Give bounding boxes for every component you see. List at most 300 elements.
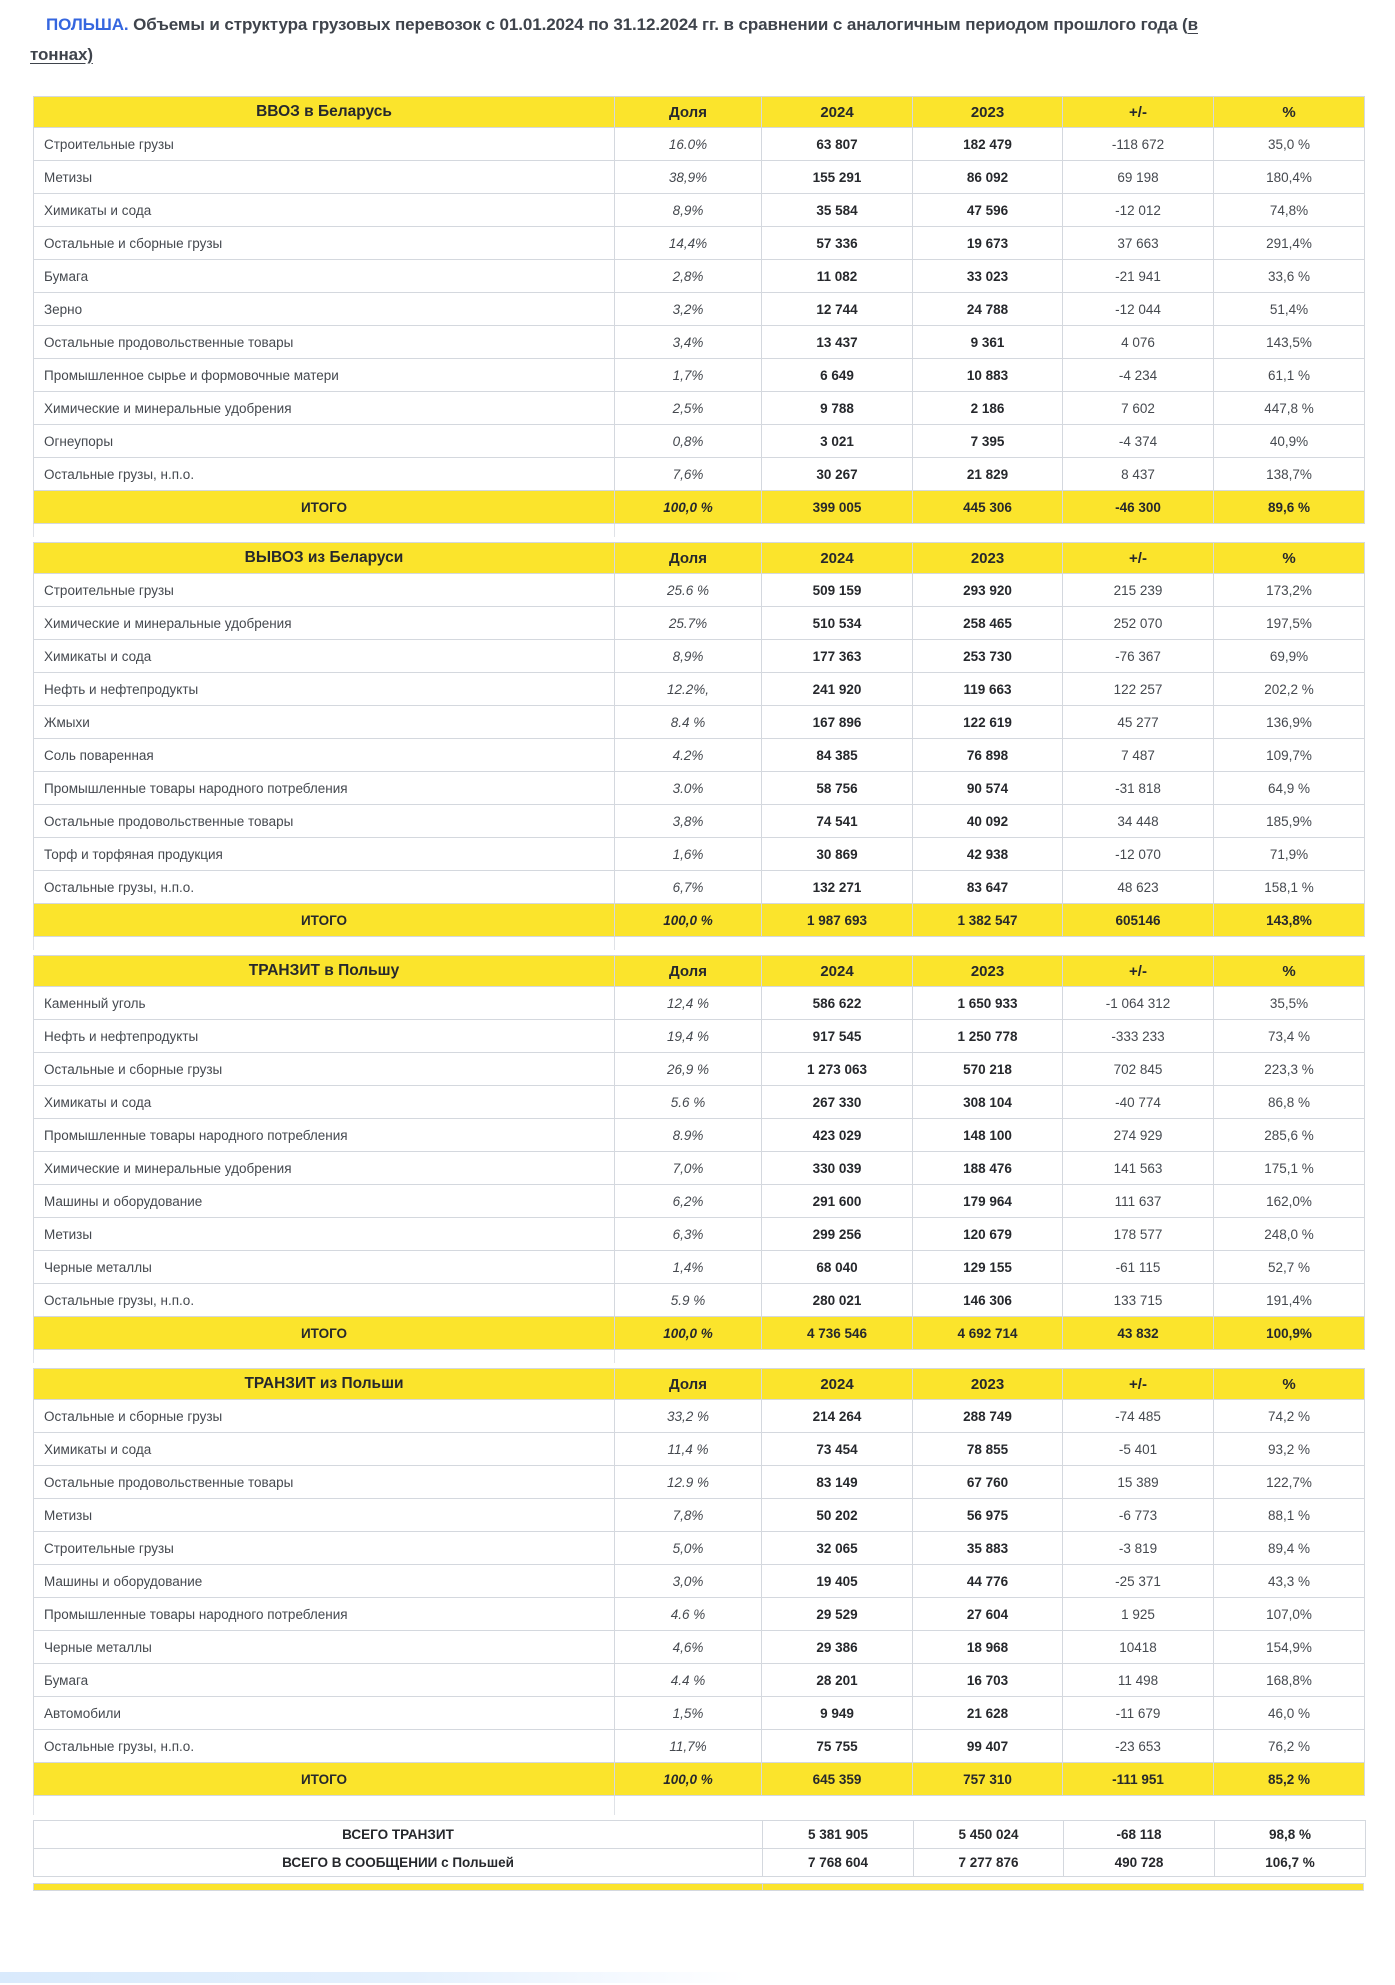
diff-value: 702 845 — [1063, 1053, 1214, 1086]
cargo-name: Зерно — [34, 293, 615, 326]
share-value: 3,8% — [615, 805, 762, 838]
total-row — [34, 491, 1365, 524]
share-value: 5.6 % — [615, 1086, 762, 1119]
pct-value: 191,4% — [1214, 1284, 1365, 1317]
share-value: 7,0% — [615, 1152, 762, 1185]
value-2024: 83 149 — [762, 1466, 913, 1499]
diff-value: -6 773 — [1063, 1499, 1214, 1532]
value-2024: 13 437 — [762, 326, 913, 359]
cargo-name: Остальные грузы, н.п.о. — [34, 1284, 615, 1317]
diff-value: 1 925 — [1063, 1598, 1214, 1631]
share-value: 2,5% — [615, 392, 762, 425]
cargo-name: Остальные грузы, н.п.о. — [34, 871, 615, 904]
clipped-next-row — [33, 1883, 1364, 1891]
diff-value: 8 437 — [1063, 458, 1214, 491]
table-row — [34, 1631, 1365, 1664]
table-row — [34, 1251, 1365, 1284]
value-2023: 86 092 — [913, 161, 1063, 194]
value-2024: 155 291 — [762, 161, 913, 194]
table-row — [34, 871, 1365, 904]
freight-table-3 — [33, 955, 1365, 1350]
summary-pct: 106,7 % — [1215, 1849, 1366, 1877]
cargo-name: Промышленные товары народного потребления — [34, 1119, 615, 1152]
diff-value: 4 076 — [1063, 326, 1214, 359]
cargo-name: Остальные продовольственные товары — [34, 1466, 615, 1499]
share-value: 0,8% — [615, 425, 762, 458]
share-value: 3.0% — [615, 772, 762, 805]
column-header-2023: 2023 — [913, 956, 1063, 987]
diff-value: 45 277 — [1063, 706, 1214, 739]
diff-value: 111 637 — [1063, 1185, 1214, 1218]
value-2024: 50 202 — [762, 1499, 913, 1532]
value-2024: 63 807 — [762, 128, 913, 161]
table-row — [34, 1697, 1365, 1730]
diff-value: 215 239 — [1063, 574, 1214, 607]
table-header-row — [34, 543, 1365, 574]
value-2024: 509 159 — [762, 574, 913, 607]
cargo-name: Жмыхи — [34, 706, 615, 739]
column-header-2024: 2024 — [762, 1369, 913, 1400]
diff-value: 141 563 — [1063, 1152, 1214, 1185]
table-title: ВВОЗ в Беларусь — [34, 97, 615, 128]
cargo-name: Метизы — [34, 161, 615, 194]
table-row — [34, 1152, 1365, 1185]
pct-value: 61,1 % — [1214, 359, 1365, 392]
table-header-row — [34, 1369, 1365, 1400]
cargo-name: Химические и минеральные удобрения — [34, 1152, 615, 1185]
cargo-name: Метизы — [34, 1499, 615, 1532]
table-row — [34, 673, 1365, 706]
pct-value: 223,3 % — [1214, 1053, 1365, 1086]
pct-value: 89,4 % — [1214, 1532, 1365, 1565]
status-bar-glow — [0, 1972, 746, 1983]
value-2023: 67 760 — [913, 1466, 1063, 1499]
value-2023: 27 604 — [913, 1598, 1063, 1631]
value-2023: 293 920 — [913, 574, 1063, 607]
table-row — [34, 1086, 1365, 1119]
diff-value: -46 300 — [1063, 491, 1214, 524]
table-spacer — [33, 524, 1364, 542]
column-header-diff: +/- — [1063, 543, 1214, 574]
diff-value: 34 448 — [1063, 805, 1214, 838]
value-2023: 40 092 — [913, 805, 1063, 838]
diff-value: -25 371 — [1063, 1565, 1214, 1598]
summary-diff: -68 118 — [1064, 1821, 1215, 1849]
column-header-diff: +/- — [1063, 956, 1214, 987]
share-value: 19,4 % — [615, 1020, 762, 1053]
tables-container — [0, 96, 1395, 1796]
value-2023: 7 395 — [913, 425, 1063, 458]
share-value: 1,4% — [615, 1251, 762, 1284]
value-2023: 2 186 — [913, 392, 1063, 425]
table-row — [34, 161, 1365, 194]
value-2024: 30 267 — [762, 458, 913, 491]
value-2024: 84 385 — [762, 739, 913, 772]
pct-value: 107,0% — [1214, 1598, 1365, 1631]
table-title: ТРАНЗИТ из Польши — [34, 1369, 615, 1400]
value-2023: 19 673 — [913, 227, 1063, 260]
share-value: 4.4 % — [615, 1664, 762, 1697]
value-2024: 58 756 — [762, 772, 913, 805]
table-spacer — [33, 1350, 1364, 1368]
value-2023: 76 898 — [913, 739, 1063, 772]
pct-value: 89,6 % — [1214, 491, 1365, 524]
value-2023: 9 361 — [913, 326, 1063, 359]
diff-value: 605146 — [1063, 904, 1214, 937]
diff-value: 7 602 — [1063, 392, 1214, 425]
share-value: 16.0% — [615, 128, 762, 161]
share-value: 7,6% — [615, 458, 762, 491]
pct-value: 74,8% — [1214, 194, 1365, 227]
table-title: ТРАНЗИТ в Польшу — [34, 956, 615, 987]
cargo-name: Промышленные товары народного потребления — [34, 772, 615, 805]
share-value: 33,2 % — [615, 1400, 762, 1433]
cargo-name: Черные металлы — [34, 1251, 615, 1284]
title-country-highlight: ПОЛЬША. — [46, 15, 129, 34]
pct-value: 33,6 % — [1214, 260, 1365, 293]
value-2024: 1 273 063 — [762, 1053, 913, 1086]
diff-value: -111 951 — [1063, 1763, 1214, 1796]
value-2023: 21 829 — [913, 458, 1063, 491]
share-value: 1,5% — [615, 1697, 762, 1730]
table-row — [34, 194, 1365, 227]
total-label: ИТОГО — [34, 491, 615, 524]
share-value: 3,2% — [615, 293, 762, 326]
cargo-name: Промышленное сырье и формовочные матери — [34, 359, 615, 392]
share-value: 11,7% — [615, 1730, 762, 1763]
total-label: ИТОГО — [34, 1763, 615, 1796]
column-header-2024: 2024 — [762, 97, 913, 128]
value-2023: 1 382 547 — [913, 904, 1063, 937]
diff-value: -31 818 — [1063, 772, 1214, 805]
table-title: ВЫВОЗ из Беларуси — [34, 543, 615, 574]
table-row — [34, 640, 1365, 673]
column-header-2023: 2023 — [913, 543, 1063, 574]
diff-value: -333 233 — [1063, 1020, 1214, 1053]
value-2023: 56 975 — [913, 1499, 1063, 1532]
table-row — [34, 1499, 1365, 1532]
share-value: 14,4% — [615, 227, 762, 260]
value-2023: 21 628 — [913, 1697, 1063, 1730]
value-2024: 74 541 — [762, 805, 913, 838]
value-2023: 308 104 — [913, 1086, 1063, 1119]
cargo-name: Остальные и сборные грузы — [34, 1400, 615, 1433]
share-value: 12.2%, — [615, 673, 762, 706]
value-2024: 645 359 — [762, 1763, 913, 1796]
value-2024: 11 082 — [762, 260, 913, 293]
cargo-name: Нефть и нефтепродукты — [34, 1020, 615, 1053]
total-row — [34, 1763, 1365, 1796]
value-2024: 32 065 — [762, 1532, 913, 1565]
pct-value: 43,3 % — [1214, 1565, 1365, 1598]
value-2023: 24 788 — [913, 293, 1063, 326]
diff-value: -61 115 — [1063, 1251, 1214, 1284]
share-value: 12,4 % — [615, 987, 762, 1020]
column-header-diff: +/- — [1063, 97, 1214, 128]
table-row — [34, 326, 1365, 359]
cargo-name: Каменный уголь — [34, 987, 615, 1020]
share-value: 38,9% — [615, 161, 762, 194]
diff-value: 122 257 — [1063, 673, 1214, 706]
pct-value: 46,0 % — [1214, 1697, 1365, 1730]
share-value: 25.6 % — [615, 574, 762, 607]
table-row — [34, 739, 1365, 772]
value-2024: 510 534 — [762, 607, 913, 640]
value-2024: 330 039 — [762, 1152, 913, 1185]
value-2023: 4 692 714 — [913, 1317, 1063, 1350]
cargo-name: Химикаты и сода — [34, 194, 615, 227]
pct-value: 35,5% — [1214, 987, 1365, 1020]
cargo-name: Остальные и сборные грузы — [34, 227, 615, 260]
diff-value: 37 663 — [1063, 227, 1214, 260]
summary-2023: 5 450 024 — [914, 1821, 1064, 1849]
share-value: 100,0 % — [615, 1763, 762, 1796]
pct-value: 154,9% — [1214, 1631, 1365, 1664]
value-2024: 1 987 693 — [762, 904, 913, 937]
cargo-name: Остальные продовольственные товары — [34, 326, 615, 359]
value-2024: 29 386 — [762, 1631, 913, 1664]
diff-value: -4 234 — [1063, 359, 1214, 392]
value-2023: 10 883 — [913, 359, 1063, 392]
title-underlined-2: тоннах) — [30, 45, 93, 64]
table-row — [34, 1532, 1365, 1565]
table-row — [34, 772, 1365, 805]
column-header-2023: 2023 — [913, 1369, 1063, 1400]
share-value: 8,9% — [615, 194, 762, 227]
value-2023: 18 968 — [913, 1631, 1063, 1664]
cargo-name: Остальные грузы, н.п.о. — [34, 1730, 615, 1763]
pct-value: 143,8% — [1214, 904, 1365, 937]
summary-label: ВСЕГО ТРАНЗИТ — [34, 1821, 763, 1849]
diff-value: -1 064 312 — [1063, 987, 1214, 1020]
pct-value: 248,0 % — [1214, 1218, 1365, 1251]
share-value: 12.9 % — [615, 1466, 762, 1499]
share-value: 4.6 % — [615, 1598, 762, 1631]
diff-value: -12 044 — [1063, 293, 1214, 326]
table-row — [34, 128, 1365, 161]
freight-table-2 — [33, 542, 1365, 937]
pct-value: 180,4% — [1214, 161, 1365, 194]
table-row — [34, 706, 1365, 739]
value-2023: 1 650 933 — [913, 987, 1063, 1020]
value-2024: 177 363 — [762, 640, 913, 673]
pct-value: 138,7% — [1214, 458, 1365, 491]
pct-value: 136,9% — [1214, 706, 1365, 739]
column-header-pct: % — [1214, 543, 1365, 574]
diff-value: -76 367 — [1063, 640, 1214, 673]
value-2024: 399 005 — [762, 491, 913, 524]
diff-value: 252 070 — [1063, 607, 1214, 640]
value-2024: 167 896 — [762, 706, 913, 739]
page-title — [30, 10, 1367, 70]
column-header-share: Доля — [615, 543, 762, 574]
cargo-name: Остальные и сборные грузы — [34, 1053, 615, 1086]
summary-table — [33, 1820, 1366, 1877]
share-value: 7,8% — [615, 1499, 762, 1532]
diff-value: 48 623 — [1063, 871, 1214, 904]
table-row — [34, 805, 1365, 838]
value-2023: 179 964 — [913, 1185, 1063, 1218]
table-header-row — [34, 97, 1365, 128]
pct-value: 40,9% — [1214, 425, 1365, 458]
share-value: 3,0% — [615, 1565, 762, 1598]
cargo-name: Химикаты и сода — [34, 1086, 615, 1119]
value-2024: 291 600 — [762, 1185, 913, 1218]
total-label: ИТОГО — [34, 1317, 615, 1350]
pct-value: 143,5% — [1214, 326, 1365, 359]
table-row — [34, 1664, 1365, 1697]
value-2023: 90 574 — [913, 772, 1063, 805]
value-2024: 280 021 — [762, 1284, 913, 1317]
value-2023: 33 023 — [913, 260, 1063, 293]
column-header-pct: % — [1214, 956, 1365, 987]
value-2023: 146 306 — [913, 1284, 1063, 1317]
diff-value: 69 198 — [1063, 161, 1214, 194]
title-underlined-1: в — [1187, 15, 1198, 34]
diff-value: -3 819 — [1063, 1532, 1214, 1565]
value-2023: 445 306 — [913, 491, 1063, 524]
value-2023: 148 100 — [913, 1119, 1063, 1152]
share-value: 8.9% — [615, 1119, 762, 1152]
value-2023: 78 855 — [913, 1433, 1063, 1466]
table-row — [34, 458, 1365, 491]
pct-value: 52,7 % — [1214, 1251, 1365, 1284]
pre-summary-spacer — [33, 1796, 1364, 1820]
cargo-name: Огнеупоры — [34, 425, 615, 458]
pct-value: 74,2 % — [1214, 1400, 1365, 1433]
value-2023: 182 479 — [913, 128, 1063, 161]
diff-value: -11 679 — [1063, 1697, 1214, 1730]
share-value: 100,0 % — [615, 491, 762, 524]
pct-value: 447,8 % — [1214, 392, 1365, 425]
value-2023: 35 883 — [913, 1532, 1063, 1565]
summary-2024: 5 381 905 — [763, 1821, 914, 1849]
column-header-2024: 2024 — [762, 956, 913, 987]
value-2024: 57 336 — [762, 227, 913, 260]
share-value: 6,3% — [615, 1218, 762, 1251]
table-row — [34, 1284, 1365, 1317]
table-row — [34, 260, 1365, 293]
table-spacer — [33, 937, 1364, 955]
share-value: 4,6% — [615, 1631, 762, 1664]
table-header-row — [34, 956, 1365, 987]
summary-pct: 98,8 % — [1215, 1821, 1366, 1849]
value-2024: 30 869 — [762, 838, 913, 871]
diff-value: 133 715 — [1063, 1284, 1214, 1317]
share-value: 1,6% — [615, 838, 762, 871]
share-value: 100,0 % — [615, 1317, 762, 1350]
value-2024: 4 736 546 — [762, 1317, 913, 1350]
share-value: 5,0% — [615, 1532, 762, 1565]
value-2023: 44 776 — [913, 1565, 1063, 1598]
pct-value: 173,2% — [1214, 574, 1365, 607]
diff-value: -21 941 — [1063, 260, 1214, 293]
diff-value: -74 485 — [1063, 1400, 1214, 1433]
value-2024: 241 920 — [762, 673, 913, 706]
diff-value: -40 774 — [1063, 1086, 1214, 1119]
share-value: 4.2% — [615, 739, 762, 772]
table-row — [34, 1053, 1365, 1086]
pct-value: 162,0% — [1214, 1185, 1365, 1218]
column-header-share: Доля — [615, 97, 762, 128]
value-2023: 16 703 — [913, 1664, 1063, 1697]
share-value: 8,9% — [615, 640, 762, 673]
value-2024: 132 271 — [762, 871, 913, 904]
pct-value: 88,1 % — [1214, 1499, 1365, 1532]
column-header-pct: % — [1214, 97, 1365, 128]
cargo-name: Химические и минеральные удобрения — [34, 607, 615, 640]
value-2023: 188 476 — [913, 1152, 1063, 1185]
table-row — [34, 227, 1365, 260]
share-value: 100,0 % — [615, 904, 762, 937]
share-value: 6,2% — [615, 1185, 762, 1218]
diff-value: -118 672 — [1063, 128, 1214, 161]
table-row — [34, 1185, 1365, 1218]
pct-value: 85,2 % — [1214, 1763, 1365, 1796]
value-2024: 267 330 — [762, 1086, 913, 1119]
pct-value: 86,8 % — [1214, 1086, 1365, 1119]
cargo-name: Промышленные товары народного потребления — [34, 1598, 615, 1631]
share-value: 25.7% — [615, 607, 762, 640]
pct-value: 93,2 % — [1214, 1433, 1365, 1466]
diff-value: 11 498 — [1063, 1664, 1214, 1697]
table-row — [34, 392, 1365, 425]
cargo-name: Нефть и нефтепродукты — [34, 673, 615, 706]
value-2023: 288 749 — [913, 1400, 1063, 1433]
pct-value: 291,4% — [1214, 227, 1365, 260]
cargo-name: Строительные грузы — [34, 128, 615, 161]
diff-value: -12 070 — [1063, 838, 1214, 871]
total-label: ИТОГО — [34, 904, 615, 937]
table-row — [34, 1119, 1365, 1152]
freight-table-1 — [33, 96, 1365, 524]
table-row — [34, 1400, 1365, 1433]
pct-value: 109,7% — [1214, 739, 1365, 772]
cargo-name: Остальные продовольственные товары — [34, 805, 615, 838]
table-row — [34, 1433, 1365, 1466]
column-header-pct: % — [1214, 1369, 1365, 1400]
pct-value: 71,9% — [1214, 838, 1365, 871]
column-header-2024: 2024 — [762, 543, 913, 574]
pct-value: 51,4% — [1214, 293, 1365, 326]
diff-value: -5 401 — [1063, 1433, 1214, 1466]
value-2023: 119 663 — [913, 673, 1063, 706]
value-2023: 1 250 778 — [913, 1020, 1063, 1053]
pct-value: 35,0 % — [1214, 128, 1365, 161]
cargo-name: Химикаты и сода — [34, 640, 615, 673]
share-value: 2,8% — [615, 260, 762, 293]
table-row — [34, 1565, 1365, 1598]
share-value: 1,7% — [615, 359, 762, 392]
cargo-name: Химикаты и сода — [34, 1433, 615, 1466]
diff-value: 274 929 — [1063, 1119, 1214, 1152]
freight-table-4 — [33, 1368, 1365, 1796]
column-header-share: Доля — [615, 1369, 762, 1400]
pct-value: 202,2 % — [1214, 673, 1365, 706]
cargo-name: Остальные грузы, н.п.о. — [34, 458, 615, 491]
share-value: 8.4 % — [615, 706, 762, 739]
value-2023: 47 596 — [913, 194, 1063, 227]
value-2023: 757 310 — [913, 1763, 1063, 1796]
value-2024: 423 029 — [762, 1119, 913, 1152]
value-2023: 42 938 — [913, 838, 1063, 871]
pct-value: 100,9% — [1214, 1317, 1365, 1350]
diff-value: 7 487 — [1063, 739, 1214, 772]
cargo-name: Строительные грузы — [34, 1532, 615, 1565]
value-2024: 75 755 — [762, 1730, 913, 1763]
value-2024: 917 545 — [762, 1020, 913, 1053]
cargo-name: Строительные грузы — [34, 574, 615, 607]
